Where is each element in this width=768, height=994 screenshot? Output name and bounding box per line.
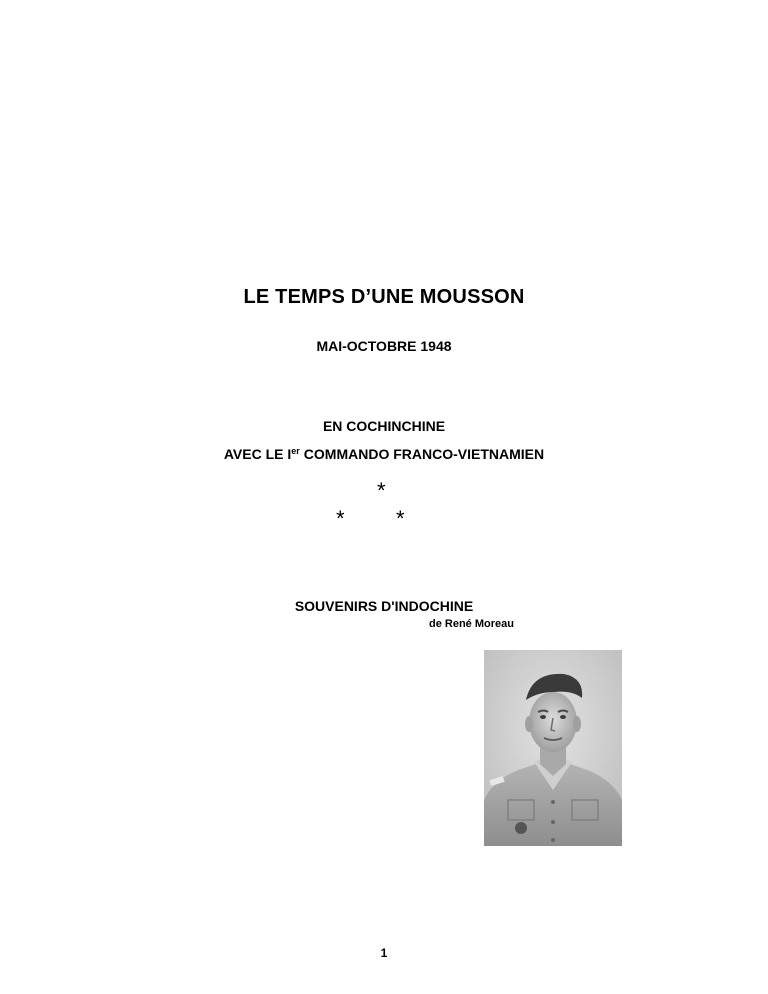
asterism-bottom-left: * (336, 506, 345, 531)
asterism-bottom-right: * (396, 506, 405, 531)
dates-subheading: MAI-OCTOBRE 1948 (316, 338, 452, 354)
book-subtitle: SOUVENIRS D'INDOCHINE (294, 598, 474, 614)
author-line: de René Moreau (429, 618, 514, 630)
unit-superscript: er (291, 446, 300, 456)
page-number: 1 (380, 946, 388, 960)
unit-suffix: COMMANDO FRANCO-VIETNAMIEN (303, 446, 545, 462)
unit-prefix: AVEC LE I (223, 446, 292, 462)
page-title: LE TEMPS D’UNE MOUSSON (243, 286, 525, 308)
asterism-top: * (377, 478, 386, 503)
unit-heading (0, 446, 768, 462)
region-heading: EN COCHINCHINE (322, 418, 446, 434)
portrait-photo (484, 650, 622, 846)
